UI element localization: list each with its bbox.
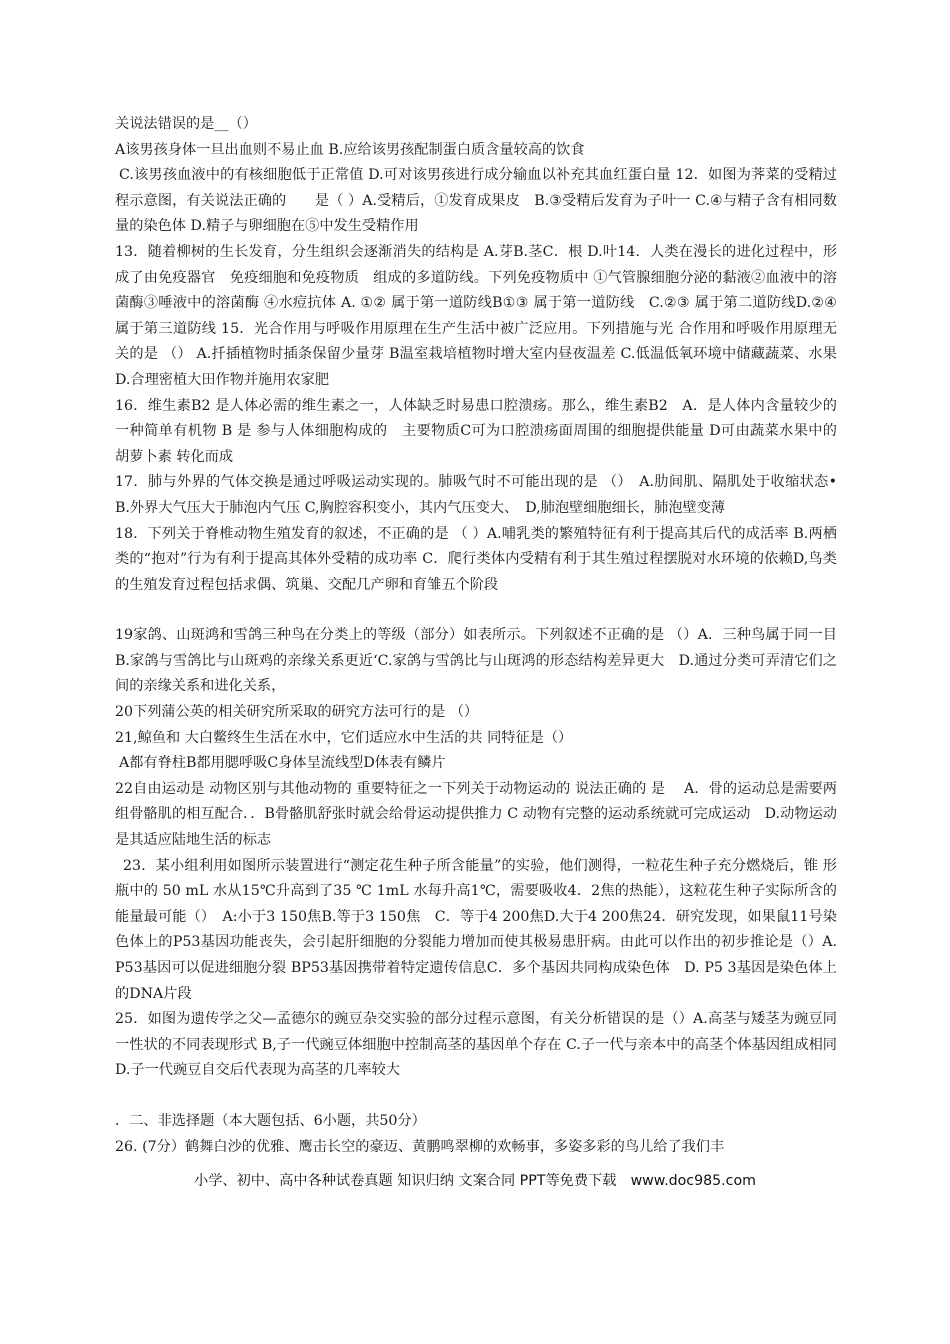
section-heading-non-choice: ．二、非选择题（本大题包括、6小题，共50分）: [115, 1112, 426, 1129]
paragraph-q11-12: C.该男孩血液中的有核细胞低于正常值 D.可对该男孩进行成分输血以补充其血红蛋白量 12．如图为荠菜的受精过程示意图，有关说法正确的 是（ ）A.受精后，①发育成果皮 B.③受精后发育为子叶一 C.④与精子含有相同数量的染色体 D.精子与卵细胞在⑤中发生受精作用: [115, 167, 837, 235]
paragraph-q22: 22自由运动是 动物区别与其他动物的 重要特征之一下列关于动物运动的 说法正确的 是 A．骨的运动总是需要两组骨骼肌的相互配合．．B骨骼肌舒张时就会给骨运动提供推力 C 动物有完整的运动系统就可完成运动 D.动物运动是其适应陆地生活的标志: [115, 780, 837, 849]
paragraph-q19: 19家鸽、山斑鸿和雪鸽三种鸟在分类上的等级（部分）如表所示。下列叙述不正确的是 （）A．三种鸟属于同一目 B.家鸽与雪鸽比与山斑鸡的亲缘关系更近‘C.家鸽与雪鸽比与山斑鸿的形态结构差异更大 D.通过分类可弄清它们之间的亲缘关系和进化关系，: [115, 627, 837, 695]
document-body: [115, 112, 837, 1160]
page-footer: 小学、初中、高中各种试卷真题 知识归纳 文案合同 PPT等免费下载 www.doc985.com: [194, 1173, 756, 1189]
paragraph-q20: 20下列蒲公英的相关研究所采取的研究方法可行的是 （）: [115, 704, 479, 721]
paragraph-q25: 25．如图为遗传学之父—孟德尔的豌豆杂交实验的部分过程示意图，有关分析错误的是（）A.高茎与矮茎为豌豆同一性状的不同表现形式 B,子一代豌豆体细胞中控制高茎的基因单个存在 C.子一代与亲本中的高茎个体基因组成相同 D.子一代豌豆自交后代表现为高茎的几率较大: [115, 1011, 837, 1079]
blank-line: [115, 598, 837, 623]
blank-line: [115, 1084, 837, 1109]
paragraph-q26: 26. (7分）鹤舞白沙的优雅、鹰击长空的豪迈、黄鹏鸣翠柳的欢畅事，多姿多彩的鸟儿给了我们丰: [115, 1138, 725, 1155]
paragraph-q17: 17．肺与外界的气体交换是通过呼吸运动实现的。肺吸气时不可能出现的是 （） A.肋间肌、隔肌处于收缩状态• B.外界大气压大于肺泡内气压 C,胸腔容积变小，其内气压变大、 D,肺泡壁细胞细长，肺泡壁变薄: [115, 474, 837, 516]
paragraph-q16: 16．维生素B2 是人体必需的维生素之一，人体缺乏时易患口腔溃疡。那么，维生素B2 A．是人体内含量较少的一种简单有机物 B 是 参与人体细胞构成的 主要物质C可为口腔溃疡面周围的细胞提供能量 D可由蔬菜水果中的 胡萝卜素 转化而成: [115, 397, 837, 465]
paragraph-q11-options-ab: A该男孩身体一旦出血则不易止血 B.应给该男孩配制蛋白质含量较高的饮食: [115, 141, 585, 158]
paragraph-q23-24: 23．某小组利用如图所示装置进行“测定花生种子所含能量”的实验，他们测得，一粒花生种子充分燃烧后，锥 形瓶中的 50 mL 水从15℃升高到了35 ℃ 1mL 水每升高1℃，需要吸收4．2焦的热能），这粒花生种子实际所含的能量最可能（） A:小于3 150焦B.等于3 150焦 C．等于4 200焦D.大于4 200焦24．研究发现，如果鼠11号染色体上的P53基因功能丧失，会引起肝细胞的分裂能力增加而使其极易患肝病。由此可以作出的初步推论是（）A. P53基因可以促进细胞分裂 BP53基因携带着特定遗传信息C．多个基因共同构成染色体 D. P5 3基因是染色体上的DNA片段: [115, 857, 837, 1002]
paragraph-q21-stem: 21,鲸鱼和 大白鳖终生生活在水中，它们适应水中生活的共 同特征是（）: [115, 729, 573, 746]
paragraph-q18: 18．下列关于脊椎动物生殖发育的叙述，不正确的是 （ ）A.哺乳类的繁殖特征有利于提高其后代的成活率 B.两栖类的“抱对”行为有利于提高其体外受精的成功率 C．爬行类体内受精有利于其生殖过程摆脱对水环境的依赖D,鸟类的生殖发育过程包括求偶、筑巢、交配几产卵和育雏五个阶段: [115, 525, 837, 593]
paragraph-q11-stem-end: 关说法错误的是__（）: [115, 116, 257, 132]
paragraph-q13-15: 13．随着柳树的生长发育，分生组织会逐渐消失的结构是 A.芽B.茎C．根 D.叶14．人类在漫长的进化过程中，形成了由免疫器官 免疫细胞和免疫物质 组成的多道防线。下列免疫物质中 ①气管腺细胞分泌的黏液②血液中的溶菌酶③唾液中的溶菌酶 ④水痘抗体 A. ①② 属于第一道防线B①③ 属于第一道防线 C.②③ 属于第二道防线D.②④ 属于第三道防线 15．光合作用与呼吸作用原理在生产生活中被广泛应用。下列措施与光 合作用和呼吸作用原理无关的是 （） A.扦插植物时插条保留少量芽 B温室栽培植物时增大室内昼夜温差 C.低温低氧环境中储藏蔬菜、水果 D.合理密植大田作物并施用农家肥: [115, 243, 837, 388]
paragraph-q21-options: A都有脊柱B都用腮呼吸C身体呈流线型D体表有鳞片: [119, 755, 446, 772]
